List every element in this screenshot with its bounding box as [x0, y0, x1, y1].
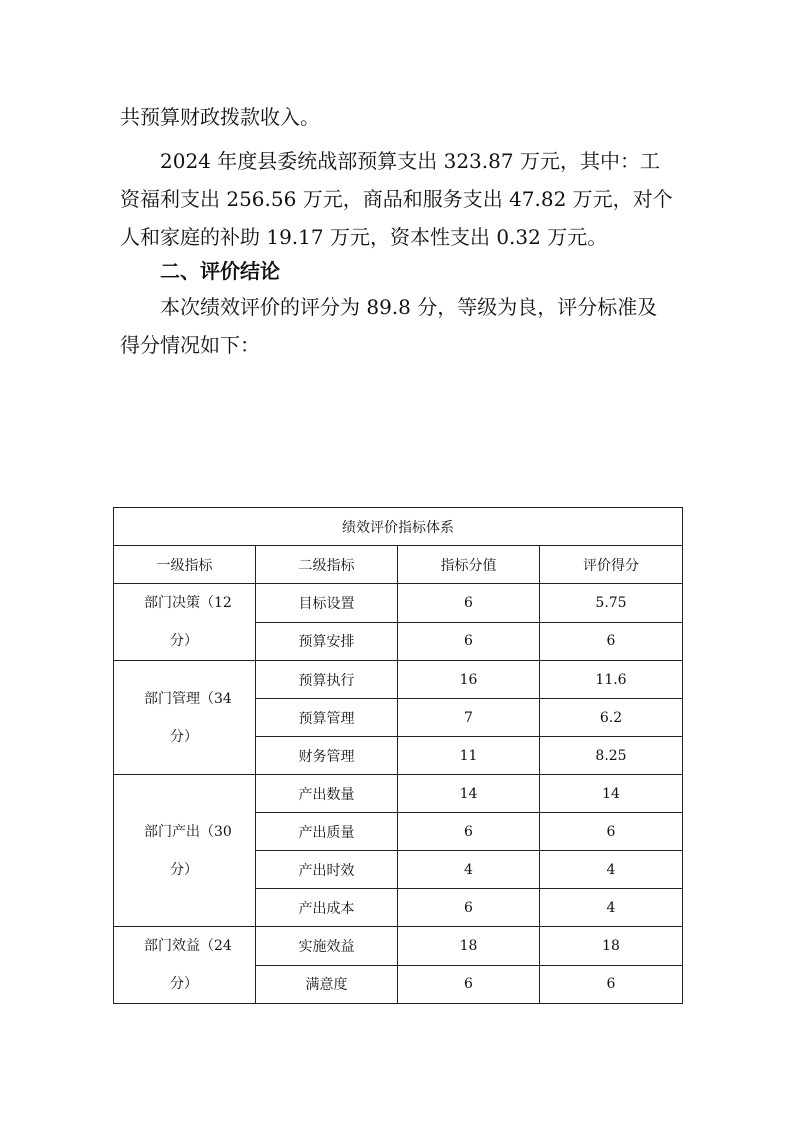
group-cell-output — [114, 775, 256, 927]
group-label-line2: 分） — [170, 633, 198, 649]
score-cell: 5.75 — [540, 584, 683, 623]
table-row — [114, 584, 683, 623]
indicator-cell: 目标设置 — [256, 584, 398, 623]
paragraph-3 — [120, 288, 680, 364]
indicator-cell: 预算管理 — [256, 699, 398, 737]
header-level2: 二级指标 — [256, 546, 398, 584]
indicator-cell: 产出质量 — [256, 813, 398, 851]
value-cell: 11 — [398, 737, 540, 775]
value-cell: 6 — [398, 889, 540, 927]
group-label-line2: 分） — [170, 976, 198, 992]
score-cell: 6.2 — [540, 699, 683, 737]
score-cell: 6 — [540, 622, 683, 661]
group-label-line1: 部门效益（24 — [144, 938, 232, 954]
indicator-cell: 预算执行 — [256, 661, 398, 699]
paragraph-2-line-2: 资福利支出 256.56 万元，商品和服务支出 47.82 万元，对个 — [120, 187, 673, 211]
value-cell: 16 — [398, 661, 540, 699]
paragraph-1-line-1: 共预算财政拨款收入。 — [120, 105, 320, 129]
value-cell: 14 — [398, 775, 540, 813]
group-cell-benefit — [114, 927, 256, 1004]
group-cell-management — [114, 661, 256, 775]
paragraph-1 — [120, 98, 680, 136]
paragraph-2 — [120, 142, 680, 256]
paragraph-2-line-1: 2024 年度县委统战部预算支出 323.87 万元，其中：工 — [160, 149, 660, 173]
value-cell: 4 — [398, 851, 540, 889]
indicator-cell: 产出成本 — [256, 889, 398, 927]
value-cell: 6 — [398, 965, 540, 1004]
score-cell: 14 — [540, 775, 683, 813]
value-cell: 6 — [398, 813, 540, 851]
header-eval-score: 评价得分 — [540, 546, 683, 584]
section-heading: 二、评价结论 — [160, 259, 280, 283]
paragraph-2-line-3: 人和家庭的补助 19.17 万元，资本性支出 0.32 万元。 — [120, 225, 608, 249]
score-cell: 18 — [540, 927, 683, 966]
paragraph-3-line-1: 本次绩效评价的评分为 89.8 分，等级为良，评分标准及 — [160, 295, 658, 319]
group-label-line1: 部门决策（12 — [144, 595, 232, 611]
score-cell: 8.25 — [540, 737, 683, 775]
paragraph-3-line-2: 得分情况如下： — [120, 333, 260, 357]
table-row — [114, 775, 683, 813]
table-title: 绩效评价指标体系 — [114, 508, 683, 546]
indicator-cell: 满意度 — [256, 965, 398, 1004]
score-cell: 4 — [540, 851, 683, 889]
header-level1: 一级指标 — [114, 546, 256, 584]
score-cell: 6 — [540, 965, 683, 1004]
group-label-line2: 分） — [170, 861, 198, 878]
header-score-value: 指标分值 — [398, 546, 540, 584]
group-label-line1: 部门产出（30 — [144, 823, 232, 840]
value-cell: 6 — [398, 584, 540, 623]
score-cell: 6 — [540, 813, 683, 851]
indicator-cell: 产出时效 — [256, 851, 398, 889]
value-cell: 7 — [398, 699, 540, 737]
table-header-row — [114, 546, 683, 584]
evaluation-table — [113, 507, 683, 1004]
group-label-line1: 部门管理（34 — [144, 690, 232, 707]
table-row — [114, 927, 683, 966]
group-label-line2: 分） — [170, 728, 198, 745]
group-cell-decision — [114, 584, 256, 661]
table-title-row — [114, 508, 683, 546]
value-cell: 6 — [398, 622, 540, 661]
indicator-cell: 实施效益 — [256, 927, 398, 966]
table-row — [114, 661, 683, 699]
value-cell: 18 — [398, 927, 540, 966]
score-cell: 11.6 — [540, 661, 683, 699]
indicator-cell: 产出数量 — [256, 775, 398, 813]
indicator-cell: 财务管理 — [256, 737, 398, 775]
indicator-cell: 预算安排 — [256, 622, 398, 661]
score-cell: 4 — [540, 889, 683, 927]
